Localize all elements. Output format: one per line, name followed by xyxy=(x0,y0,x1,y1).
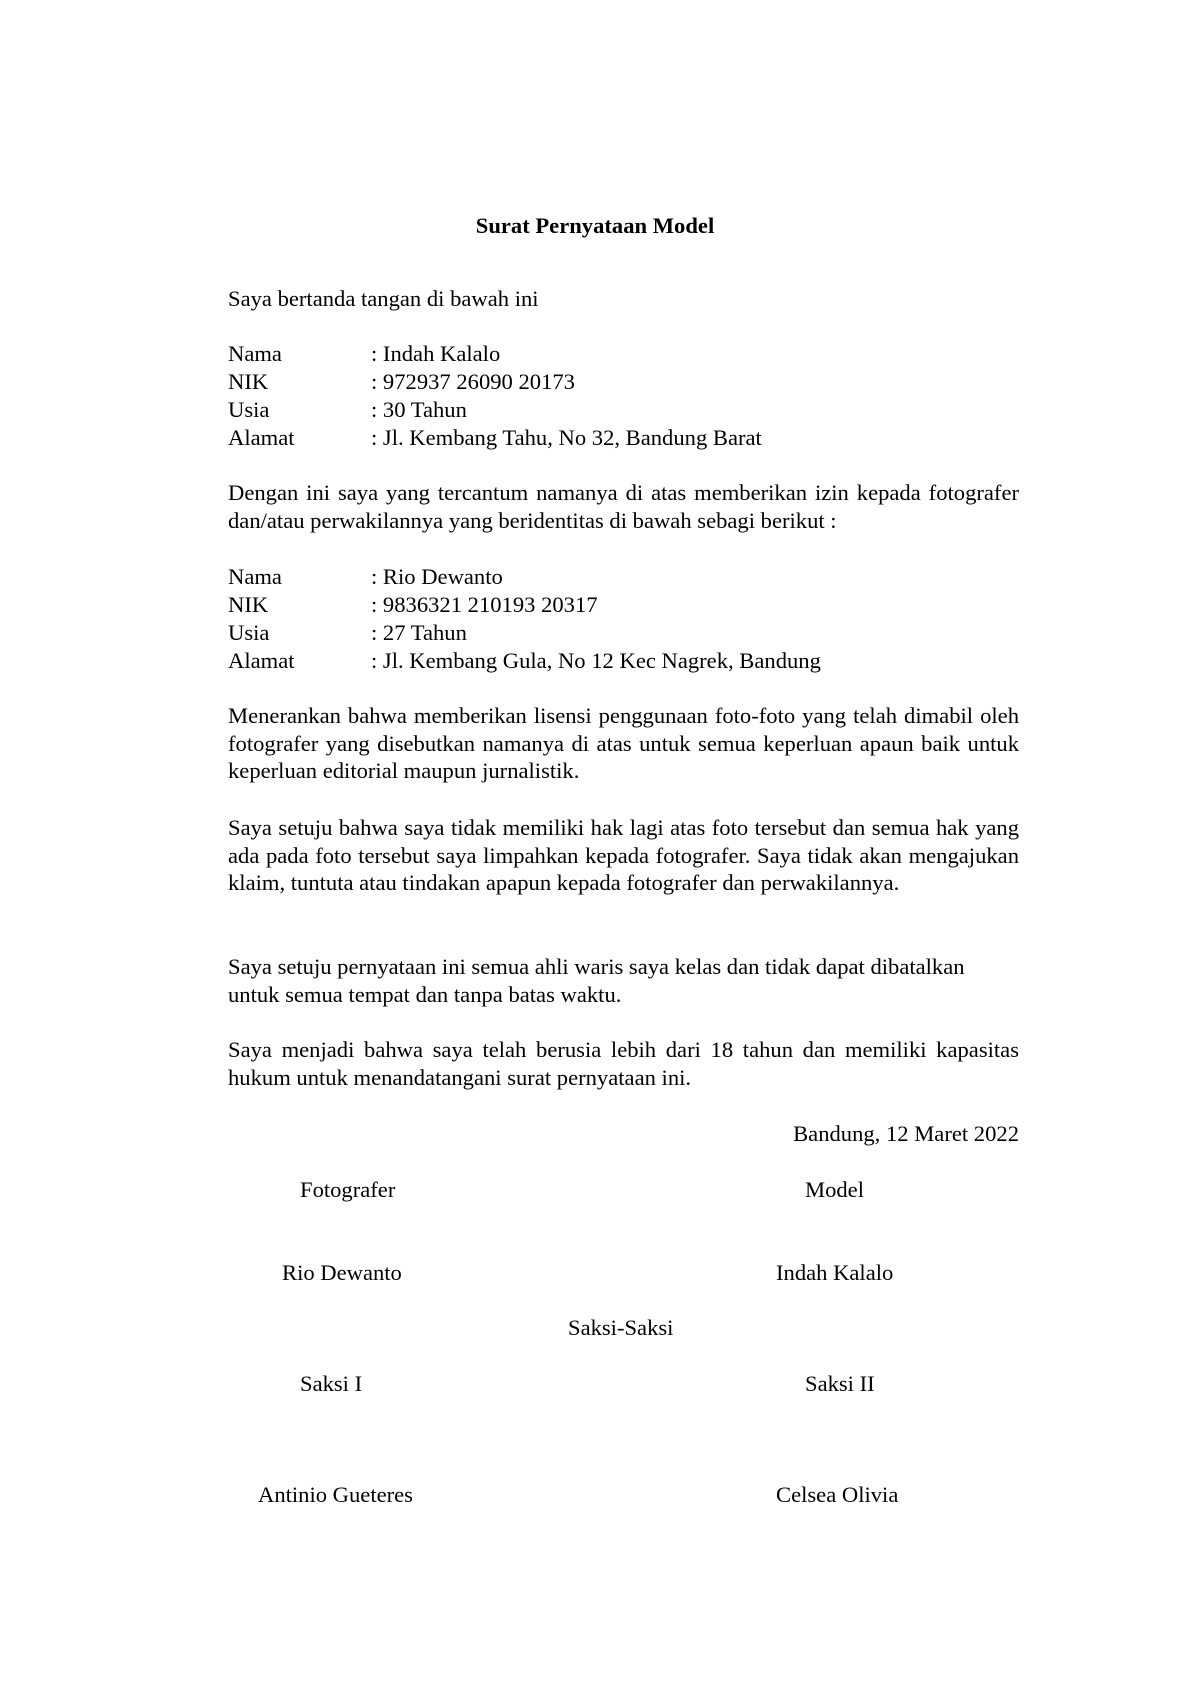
photographer-address-value: : Jl. Kembang Gula, No 12 Kec Nagrek, Bandung xyxy=(371,648,821,673)
place-date: Bandung, 12 Maret 2022 xyxy=(793,1121,1019,1146)
model-name-label: Nama xyxy=(228,341,282,366)
photographer-role-label: Fotografer xyxy=(300,1177,396,1202)
model-age-label: Usia xyxy=(228,397,270,422)
witnesses-heading: Saksi-Saksi xyxy=(568,1315,674,1340)
license-paragraph: Menerankan bahwa memberikan lisensi penggunaan foto-foto yang telah dimabil oleh fotografer yang disebutkan namanya di atas untuk semua keperluan apaun baik untuk keperluan editorial maupun jurnalistik. xyxy=(228,703,1019,784)
photographer-nik-value: : 9836321 210193 20317 xyxy=(371,592,598,617)
legal-capacity-paragraph: Saya menjadi bahwa saya telah berusia lebih dari 18 tahun dan memiliki kapasitas hukum untuk menandatangani surat pernyataan ini. xyxy=(228,1037,1019,1090)
witness2-role-label: Saksi II xyxy=(805,1371,875,1396)
photographer-age-value: : 27 Tahun xyxy=(371,620,467,645)
model-age-value: : 30 Tahun xyxy=(371,397,467,422)
photographer-nik-label: NIK xyxy=(228,592,269,617)
document-title: Surat Pernyataan Model xyxy=(475,213,715,238)
model-address-value: : Jl. Kembang Tahu, No 32, Bandung Barat xyxy=(371,425,762,450)
model-nik-label: NIK xyxy=(228,369,269,394)
model-signature-name: Indah Kalalo xyxy=(776,1260,894,1285)
permission-paragraph: Dengan ini saya yang tercantum namanya di atas memberikan izin kepada fotografer dan/atau perwakilannya yang beridentitas di bawah sebagi berikut : xyxy=(228,480,1019,533)
model-nik-value: : 972937 26090 20173 xyxy=(371,369,575,394)
photographer-age-label: Usia xyxy=(228,620,270,645)
photographer-name-value: : Rio Dewanto xyxy=(371,564,503,589)
photographer-signature-name: Rio Dewanto xyxy=(282,1260,402,1285)
model-role-label: Model xyxy=(805,1177,864,1202)
model-address-label: Alamat xyxy=(228,425,295,450)
witness2-signature-name: Celsea Olivia xyxy=(776,1482,899,1507)
model-name-value: : Indah Kalalo xyxy=(371,341,501,366)
photographer-name-label: Nama xyxy=(228,564,282,589)
heirs-agreement-paragraph: Saya setuju pernyataan ini semua ahli waris saya kelas dan tidak dapat dibatalkan untuk semua tempat dan tanpa batas waktu. xyxy=(228,954,965,1007)
rights-transfer-paragraph: Saya setuju bahwa saya tidak memiliki hak lagi atas foto tersebut dan semua hak yang ada pada foto tersebut saya limpahkan kepada fotografer. Saya tidak akan mengajukan klaim, tuntuta atau tindakan apapun kepada fotografer dan perwakilannya. xyxy=(228,815,1019,896)
witness1-role-label: Saksi I xyxy=(300,1371,363,1396)
photographer-address-label: Alamat xyxy=(228,648,295,673)
intro-text: Saya bertanda tangan di bawah ini xyxy=(228,286,539,311)
witness1-signature-name: Antinio Gueteres xyxy=(258,1482,413,1507)
